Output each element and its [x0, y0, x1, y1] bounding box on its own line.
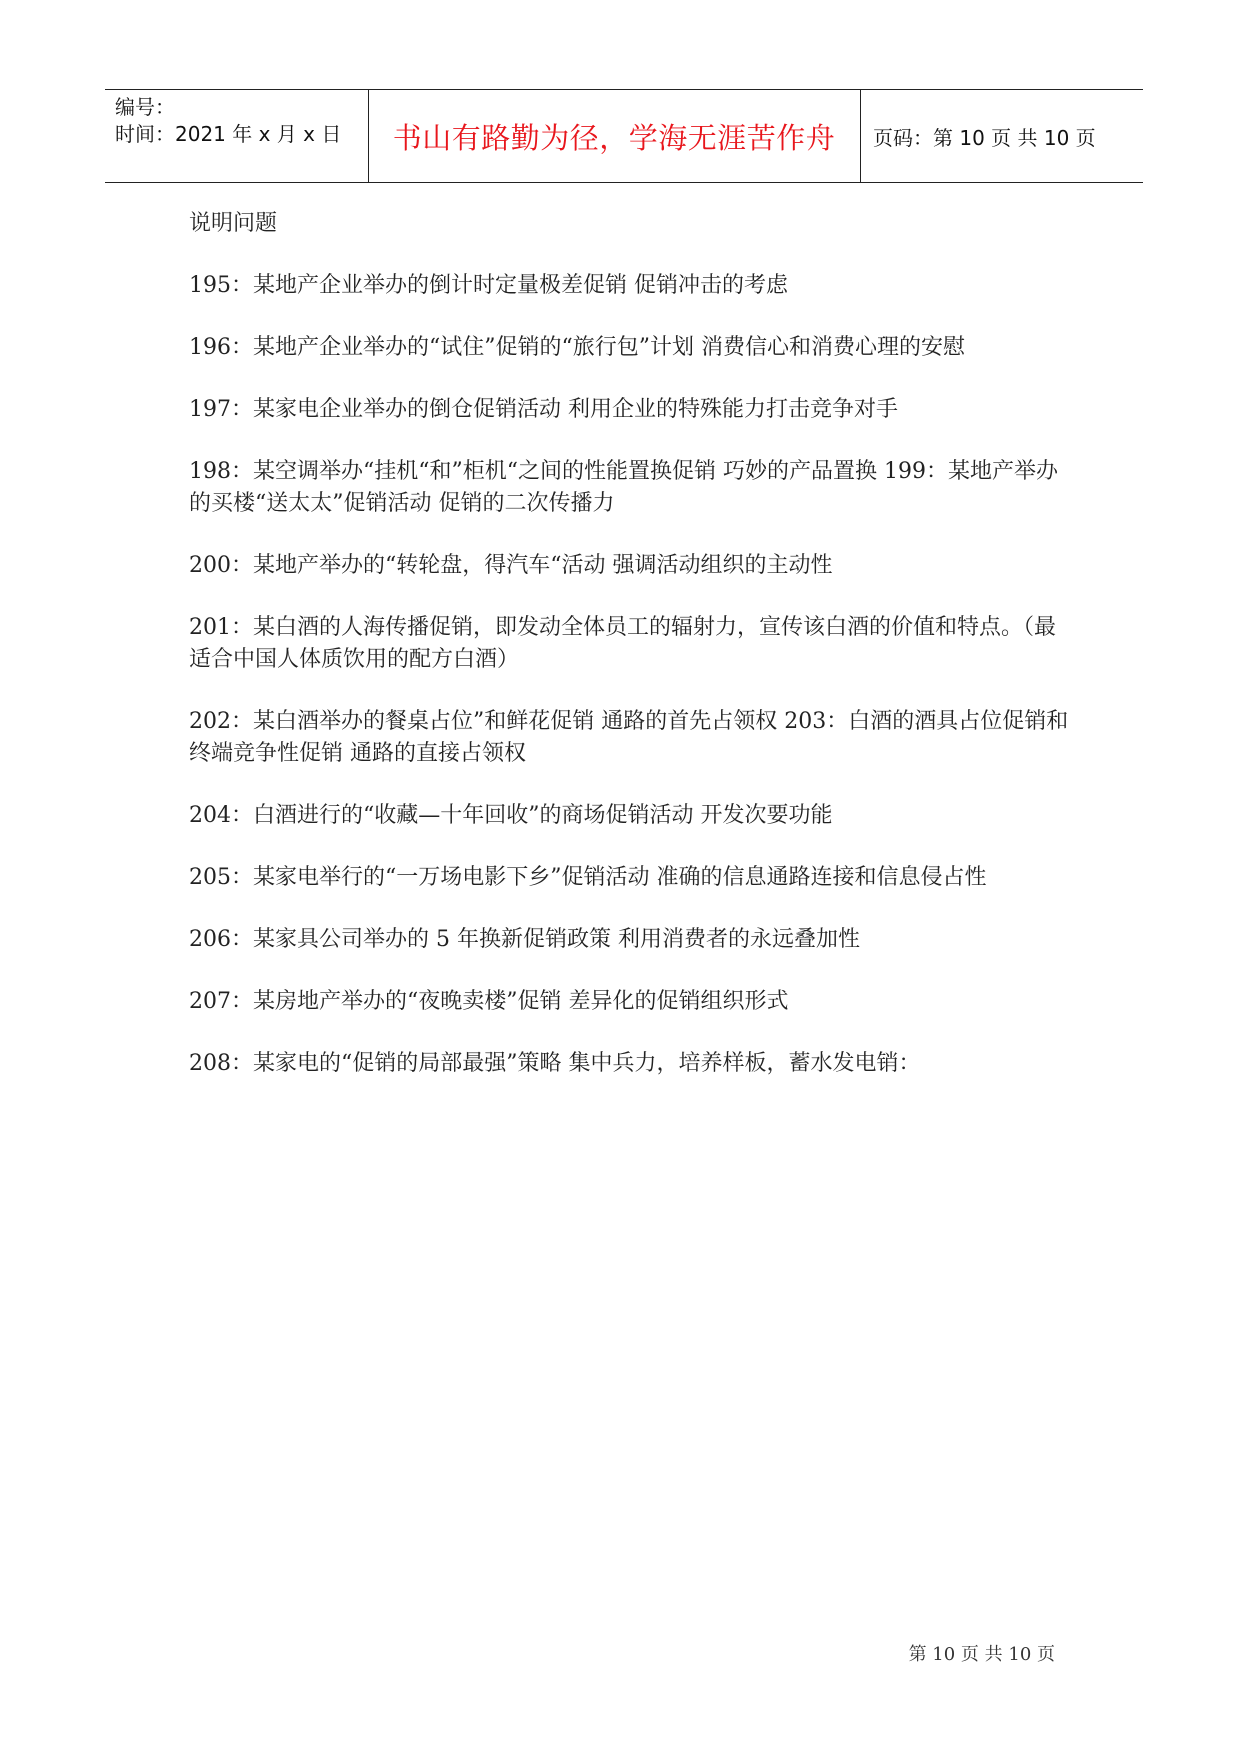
- paragraph-198: 198：某空调举办“挂机“和”柜机“之间的性能置换促销 巧妙的产品置换 199：某地产举办的买楼“送太太”促销活动 促销的二次传播力: [189, 459, 1058, 516]
- header-page-info: 页码：第 10 页 共 10 页: [873, 125, 1096, 150]
- paragraph-205: 205：某家电举行的“一万场电影下乡”促销活动 准确的信息通路连接和信息侵占性: [189, 865, 987, 890]
- paragraph-195: 195：某地产企业举办的倒计时定量极差促销 促销冲击的考虑: [189, 273, 788, 298]
- header-divider-right: [860, 90, 861, 182]
- time-label: 时间：2021 年 x 月 x 日: [115, 122, 342, 146]
- paragraph-196: 196：某地产企业举办的“试住”促销的“旅行包”计划 消费信心和消费心理的安慰: [189, 335, 965, 360]
- paragraph-201: 201：某白酒的人海传播促销，即发动全体员工的辐射力，宣传该白酒的价值和特点。（最适合中国人体质饮用的配方白酒）: [189, 615, 1056, 672]
- paragraph-207: 207：某房地产举办的“夜晚卖楼”促销 差异化的促销组织形式: [189, 989, 789, 1014]
- document-body: [189, 208, 1069, 1110]
- paragraph-intro: 说明问题: [189, 211, 278, 236]
- serial-number-label: 编号：: [115, 95, 175, 119]
- paragraph-206: 206：某家具公司举办的 5 年换新促销政策 利用消费者的永远叠加性: [189, 927, 860, 952]
- page-footer-number: 第 10 页 共 10 页: [908, 1644, 1055, 1665]
- paragraph-204: 204：白酒进行的“收藏—十年回收”的商场促销活动 开发次要功能: [189, 803, 833, 828]
- paragraph-197: 197：某家电企业举办的倒仓促销活动 利用企业的特殊能力打击竞争对手: [189, 397, 898, 422]
- page-header: [105, 89, 1143, 183]
- header-motto: 书山有路勤为径，学海无涯苦作舟: [392, 120, 836, 155]
- paragraph-202: 202：某白酒举办的餐桌占位”和鲜花促销 通路的首先占领权 203：白酒的酒具占位促销和终端竞争性促销 通路的直接占领权: [189, 709, 1069, 766]
- header-divider-left: [368, 90, 369, 182]
- header-meta: [115, 94, 341, 148]
- paragraph-208: 208：某家电的“促销的局部最强”策略 集中兵力，培养样板，蓄水发电销：: [189, 1051, 921, 1076]
- paragraph-200: 200：某地产举办的“转轮盘，得汽车“活动 强调活动组织的主动性: [189, 553, 833, 578]
